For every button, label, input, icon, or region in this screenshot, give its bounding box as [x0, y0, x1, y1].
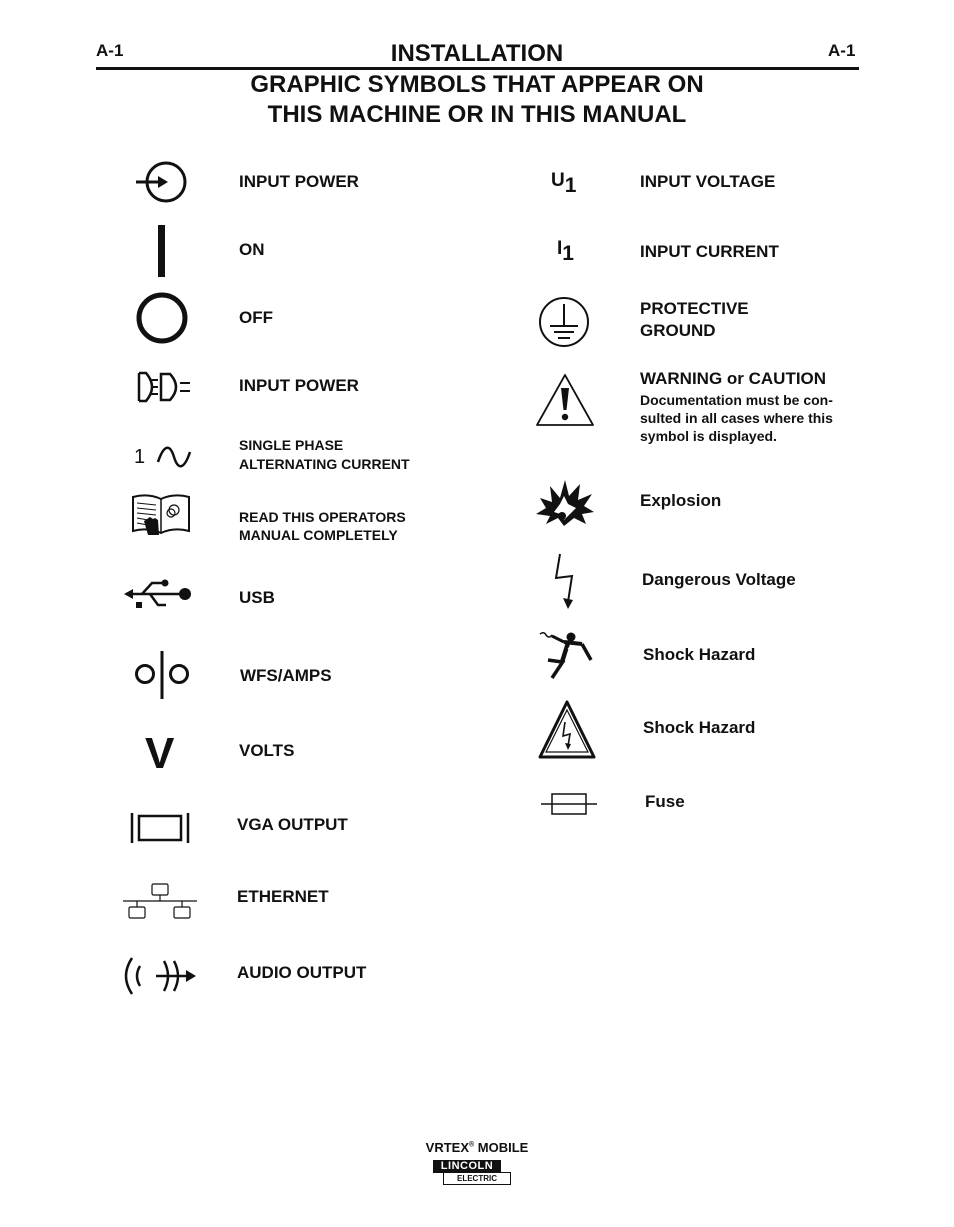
- shock-triangle-icon: [538, 700, 596, 760]
- label-read-manual-1: READ THIS OPERATORS: [239, 509, 406, 525]
- logo-top: LINCOLN: [433, 1160, 501, 1173]
- page-number-right: A-1: [828, 41, 856, 60]
- plug-icon: [134, 370, 192, 404]
- label-fuse: Fuse: [645, 792, 685, 811]
- footer-product: VRTEX® MOBILE: [425, 1140, 529, 1155]
- label-off: OFF: [239, 308, 273, 327]
- label-shock-hazard-2: Shock Hazard: [643, 718, 756, 737]
- label-dangerous-voltage: Dangerous Voltage: [642, 570, 796, 589]
- label-input-voltage: INPUT VOLTAGE: [640, 172, 776, 191]
- warning-note-3: symbol is displayed.: [640, 428, 777, 444]
- lincoln-logo: [433, 1160, 511, 1186]
- ground-icon: [537, 295, 591, 349]
- lightning-icon: [552, 552, 580, 610]
- label-single-phase-1: SINGLE PHASE: [239, 437, 344, 453]
- section-title: INSTALLATION: [390, 40, 564, 67]
- label-input-current: INPUT CURRENT: [640, 242, 779, 261]
- label-shock-hazard-1: Shock Hazard: [643, 645, 756, 664]
- label-volts: VOLTS: [239, 741, 295, 760]
- label-audio: AUDIO OUTPUT: [237, 963, 367, 982]
- label-input-power-plug: INPUT POWER: [239, 376, 359, 395]
- logo-bottom: ELECTRIC: [443, 1172, 511, 1185]
- label-wfs-amps: WFS/AMPS: [240, 666, 332, 685]
- page-title: [0, 70, 954, 130]
- label-vga: VGA OUTPUT: [237, 815, 348, 834]
- label-on: ON: [239, 240, 265, 259]
- label-ethernet: ETHERNET: [237, 887, 329, 906]
- usb-icon: [122, 577, 194, 611]
- label-single-phase-2: ALTERNATING CURRENT: [239, 456, 410, 472]
- manual-icon: [130, 493, 192, 537]
- label-input-power: INPUT POWER: [239, 172, 359, 191]
- label-warning: WARNING or CAUTION: [640, 369, 827, 388]
- label-ground-2: GROUND: [640, 321, 716, 340]
- input-current-glyph: I1: [557, 238, 574, 265]
- shock-person-icon: [538, 630, 594, 680]
- off-icon: [135, 291, 189, 345]
- explosion-icon: [534, 478, 596, 528]
- label-explosion: Explosion: [640, 491, 722, 510]
- page-title-line2: THIS MACHINE OR IN THIS MANUAL: [267, 101, 687, 128]
- volts-glyph: V: [145, 729, 175, 778]
- input-voltage-glyph: U1: [551, 170, 577, 197]
- ac-wave-icon: [156, 444, 192, 470]
- on-icon: [157, 224, 167, 278]
- ethernet-icon: [121, 882, 199, 920]
- label-read-manual-2: MANUAL COMPLETELY: [239, 527, 398, 543]
- label-usb: USB: [239, 588, 275, 607]
- audio-icon: [122, 955, 198, 997]
- warning-note-1: Documentation must be con-: [640, 392, 833, 408]
- power-input-icon: [134, 160, 188, 204]
- warning-note-2: sulted in all cases where this: [640, 410, 833, 426]
- label-ground-1: PROTECTIVE: [640, 299, 749, 318]
- single-phase-glyph: 1: [134, 446, 146, 468]
- warning-icon: [534, 372, 596, 428]
- page-number-left: A-1: [96, 41, 124, 60]
- fuse-icon: [540, 791, 598, 817]
- vga-icon: [129, 811, 191, 845]
- wfs-amps-icon: [134, 649, 192, 701]
- page-title-line1: GRAPHIC SYMBOLS THAT APPEAR ON: [250, 71, 704, 98]
